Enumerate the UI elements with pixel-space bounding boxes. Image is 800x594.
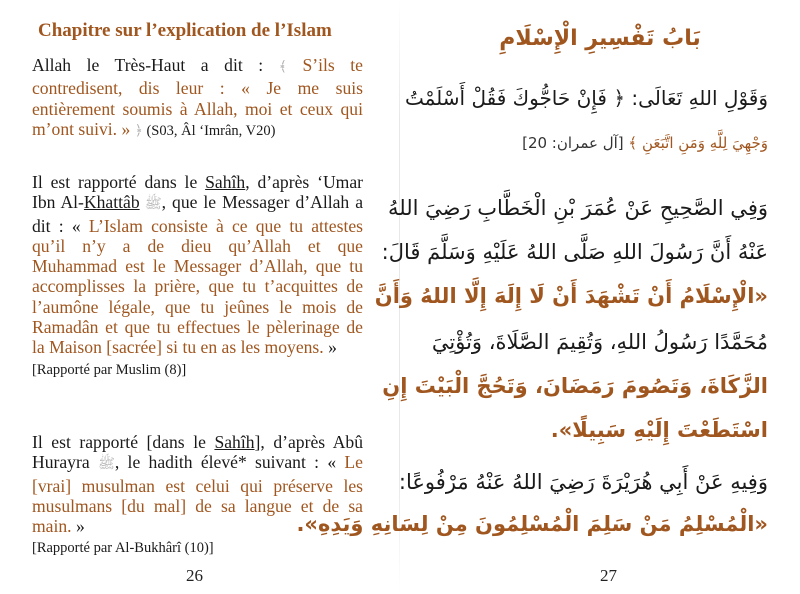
verse-close-ornament: ﴿ [134, 123, 143, 139]
hadith1-close: » [323, 337, 337, 358]
arabic-chapter-title: بَابُ تَفْسِيرِ الْإِسْلَامِ [499, 26, 701, 51]
hadith1-sahih: Sahîh [205, 172, 246, 192]
hadith2-intro-b: ], d’après Abû Hurayra [32, 432, 363, 473]
paragraph-hadith-abu-hurayra [32, 432, 363, 559]
chapter-title: Chapitre sur l’explication de l’Islam [38, 20, 332, 41]
hadith2-text: Le [vrai] musulman est celui qui préserve les musulmans [du mal] de sa langue et de sa main. [32, 452, 363, 537]
arabic-line-7: الزَّكَاةَ، وَتَصُومَ رَمَضَانَ، وَتَحُجَّ الْبَيْتَ إِنِ [382, 374, 768, 398]
hadith1-source: [Rapporté par Muslim (8)] [32, 361, 187, 378]
paragraph-hadith-umar [32, 172, 363, 380]
hadith2-close: » [71, 516, 85, 537]
hadith2-intro-c: , le hadith élevé [114, 452, 238, 473]
arabic-line-6: مُحَمَّدًا رَسُولُ اللهِ، وَتُقِيمَ الصَّلَاةَ، وَتُؤْتِيَ [431, 330, 768, 354]
hadith1-khattab: Khattâb [83, 192, 140, 213]
arabic-line-8: اسْتَطَعْتَ إِلَيْهِ سَبِيلًا». [550, 418, 768, 442]
arabic-line-2 [522, 134, 768, 152]
hadith2-intro-a: Il est rapporté [dans le [32, 432, 215, 452]
hadith2-intro-d: suivant : « [246, 452, 345, 473]
page-number-right: 27 [600, 566, 617, 585]
hadith1-text: L’Islam consiste à ce que tu attestes qu’il n’y a de dieu qu’Allah et que Muhammad est le Messager d’Allah, que tu accomplisses la prière, que tu t’acquittes de l’aumône légale, que tu jeûnes le mois de Ramadân et que tu effectues le pèlerinage de la Maison [sacrée] si tu en as les moyens. [32, 215, 363, 358]
arabic-line-3: وَفِي الصَّحِيحِ عَنْ عُمَرَ بْنِ الْخَطَّابِ رَضِيَ اللهُ [387, 196, 768, 220]
verse-reference: (S03, Âl ‘Imrân, V20) [142, 122, 276, 139]
footnote-marker: * [237, 452, 247, 473]
hadith2-sahih: Sahîh [214, 432, 255, 452]
verse-intro: Allah le Très-Haut a dit : [32, 55, 279, 75]
hadith1-intro-b: , d’après ‘Umar Ibn Al- [32, 172, 363, 213]
hadith1-intro-a: Il est rapporté dans le [32, 172, 206, 192]
hadith2-source: [Rapporté par Al-Bukhârî (10)] [32, 540, 214, 557]
arabic-line-10: «الْمُسْلِمُ مَنْ سَلِمَ الْمُسْلِمُونَ مِنْ لِسَانِهِ وَيَدِهِ». [296, 512, 768, 536]
verse-quote: S’ils te contredisent, dis leur : « Je me suis entièrement soumis à Allah, moi et ceux qui m’ont suivi. » [32, 55, 363, 139]
arabic-verse-end: وَجْهِيَ لِلَّهِ وَمَنِ اتَّبَعَنِ ﴾ [628, 134, 768, 152]
arabic-line-4: عَنْهُ أَنَّ رَسُولَ اللهِ صَلَّى اللهُ عَلَيْهِ وَسَلَّمَ قَالَ: [381, 240, 768, 264]
arabic-line-9: وَفِيهِ عَنْ أَبِي هُرَيْرَةَ رَضِيَ اللهُ عَنْهُ مَرْفُوعًا: [398, 470, 768, 494]
hadith1-intro-c: , que le Messager d’Allah a dit : « [32, 192, 364, 236]
arabic-line-1: وَقَوْلِ اللهِ تَعَالَى: ﴿ فَإِنْ حَاجُّوكَ فَقُلْ أَسْلَمْتُ [404, 86, 768, 110]
verse-open-ornament: ﴾ [278, 60, 287, 75]
honorific-icon: ﷺ [139, 197, 162, 213]
honorific-icon: ﷺ [97, 457, 115, 473]
page-number-left: 26 [186, 566, 203, 585]
paragraph-quran-verse [32, 55, 363, 142]
arabic-verse-reference: [آل عمران: 20] [522, 134, 624, 152]
arabic-line-5: «الْإِسْلَامُ أَنْ تَشْهَدَ أَنْ لَا إِلَهَ إِلَّا اللهُ وَأَنَّ [374, 284, 768, 308]
